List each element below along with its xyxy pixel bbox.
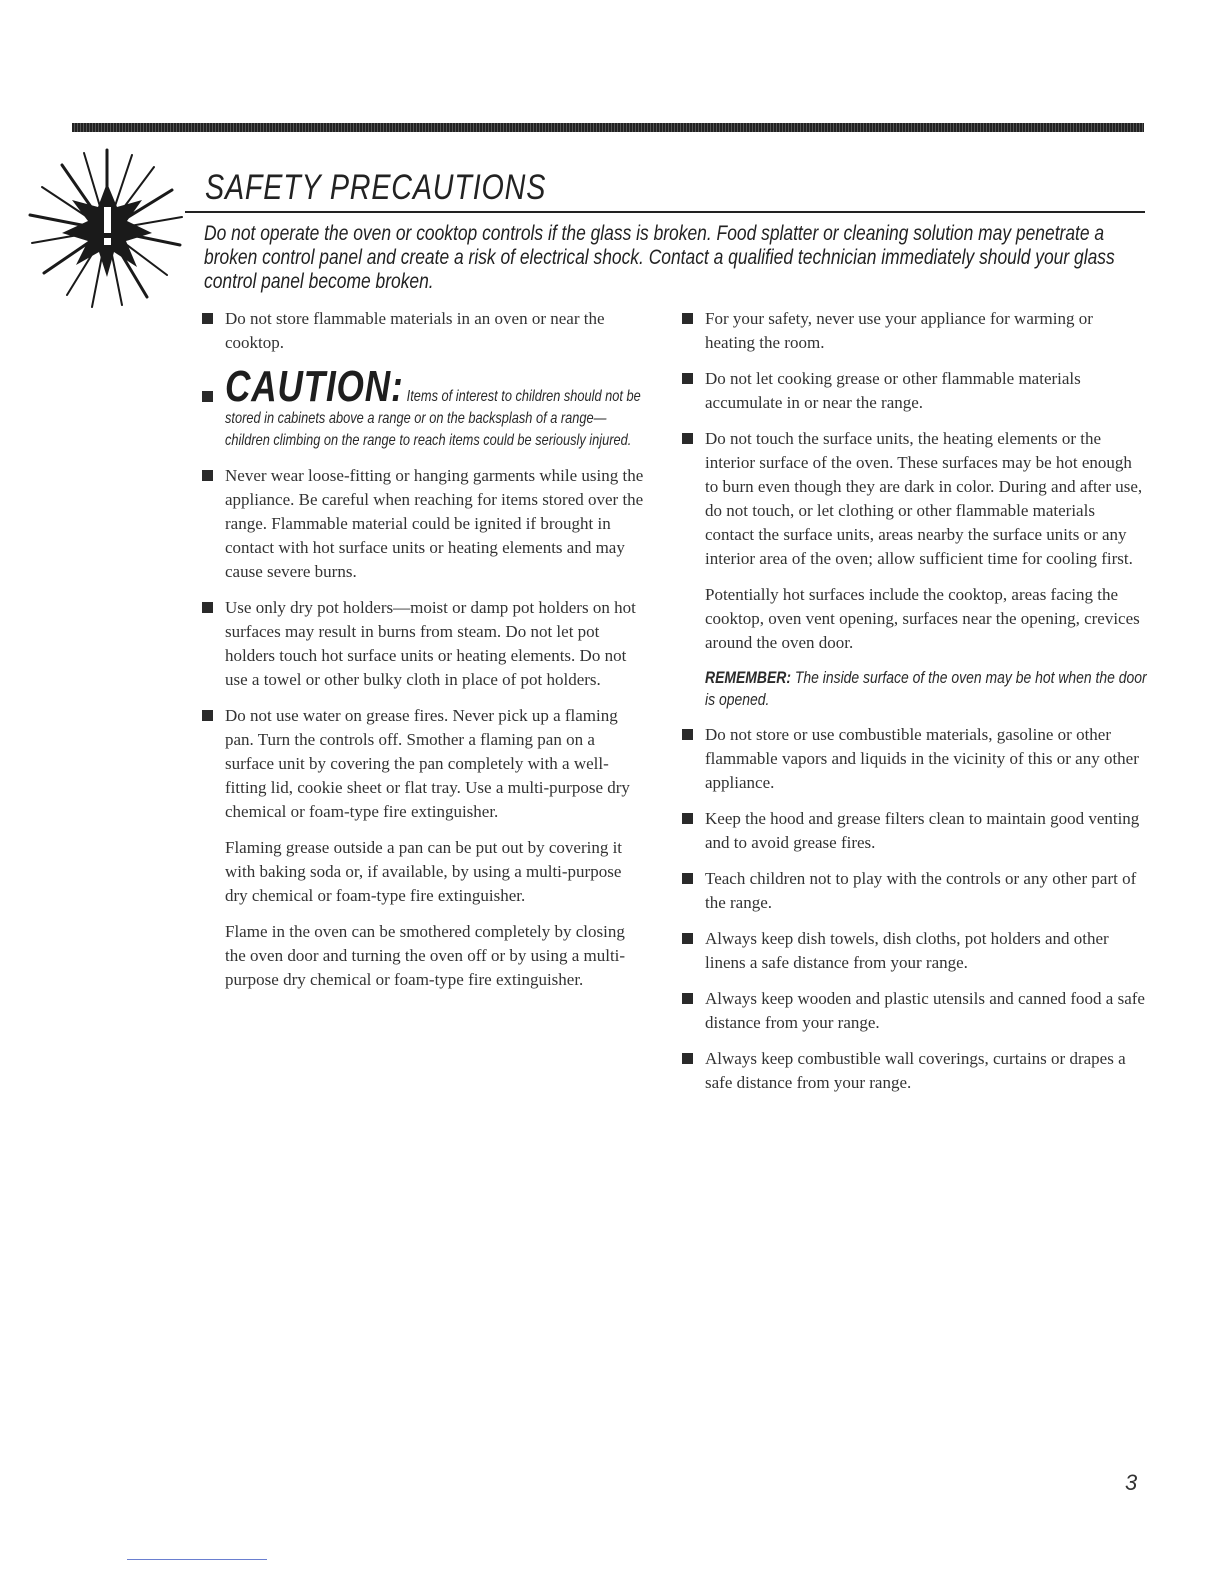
bullet-icon [682, 933, 693, 944]
item-text: Teach children not to play with the controls or any other part of the range. [705, 869, 1137, 912]
bullet-icon [682, 873, 693, 884]
item-text: Do not use water on grease fires. Never pick up a flaming pan. Turn the controls off. Smother a flaming pan on a surface unit by covering the pan completely with a well-fitting lid, cookie sheet or flat tray. Use a multi-purpose dry chemical or foam-type fire extinguisher. [225, 706, 630, 821]
list-item [680, 927, 1145, 975]
list-item [680, 1047, 1145, 1095]
list-item [680, 307, 1145, 355]
list-item [680, 807, 1145, 855]
item-text: Always keep combustible wall coverings, curtains or drapes a safe distance from your range. [705, 1049, 1126, 1092]
caution-block [200, 362, 648, 452]
bullet-icon [682, 373, 693, 384]
title-rule [185, 211, 1145, 213]
item-text: Do not store flammable materials in an oven or near the cooktop. [225, 309, 605, 352]
page-title: SAFETY PRECAUTIONS [205, 168, 547, 207]
list-item [200, 704, 648, 824]
bullet-icon [202, 710, 213, 721]
bullet-icon [682, 1053, 693, 1064]
page-number: 3 [1125, 1470, 1138, 1495]
bullet-icon [682, 993, 693, 1004]
warning-starburst-icon [22, 145, 192, 315]
left-column [200, 307, 648, 1004]
bullet-icon [682, 313, 693, 324]
paragraph: Flame in the oven can be smothered completely by closing the oven door and turning the oven off or by using a multi-purpose dry chemical or foam-type fire extinguisher. [225, 922, 626, 989]
caution-text: Items of interest to children should not be stored in cabinets above a range or on the backsplash of a range—children climbing on the range to reach items could be seriously injured. [225, 388, 641, 449]
item-text: Do not touch the surface units, the heating elements or the interior surface of the oven. These surfaces may be hot enough to burn even though they are dark in color. During and after use, do not touch, or let clothing or other flammable materials contact the surface units, areas nearby the surface units or any interior area of the oven; allow sufficient time for cooling first. [705, 429, 1143, 568]
item-text: Always keep wooden and plastic utensils and canned food a safe distance from your range. [705, 989, 1145, 1032]
bullet-icon [202, 470, 213, 481]
remember-text: The inside surface of the oven may be hot when the door is opened. [705, 668, 1147, 709]
glass-warning: Do not operate the oven or cooktop controls if the glass is broken. Food splatter or cleaning solution may penetrate a broken control panel and create a risk of electrical shock. Contact a qualified technician immediately should your glass control panel become broken. [204, 222, 1115, 293]
item-text: Do not store or use combustible materials, gasoline or other flammable vapors and liquids in the vicinity of this or any other appliance. [705, 725, 1139, 792]
item-text: For your safety, never use your appliance for warming or heating the room. [705, 309, 1093, 352]
footer-line [127, 1559, 267, 1560]
item-text: Always keep dish towels, dish cloths, pot holders and other linens a safe distance from your range. [705, 929, 1109, 972]
item-text: Use only dry pot holders—moist or damp pot holders on hot surfaces may result in burns from steam. Do not let pot holders touch hot surface units or heating elements. Do not use a towel or other bulky cloth in place of pot holders. [225, 598, 636, 689]
item-text: Do not let cooking grease or other flammable materials accumulate in or near the range. [705, 369, 1081, 412]
item-text: Keep the hood and grease filters clean to maintain good venting and to avoid grease fires. [705, 809, 1140, 852]
remember-label: REMEMBER: [705, 668, 791, 687]
list-item [680, 867, 1145, 915]
bullet-icon [202, 391, 213, 402]
list-item [680, 987, 1145, 1035]
top-rule [72, 123, 1144, 132]
list-item [200, 464, 648, 584]
list-item [680, 427, 1145, 571]
list-item [680, 367, 1145, 415]
bullet-icon [682, 729, 693, 740]
right-column [680, 307, 1145, 1107]
item-text: Never wear loose-fitting or hanging garments while using the appliance. Be careful when reaching for items stored over the range. Flammable material could be ignited if brought in contact with hot surface units or heating elements and may cause severe burns. [225, 466, 644, 581]
list-item [200, 596, 648, 692]
bullet-icon [682, 813, 693, 824]
remember-note [680, 667, 1145, 711]
bullet-icon [202, 602, 213, 613]
list-item [680, 723, 1145, 795]
paragraph: Flaming grease outside a pan can be put out by covering it with baking soda or, if available, by using a multi-purpose dry chemical or foam-type fire extinguisher. [225, 838, 623, 905]
caution-label: CAUTION: [225, 362, 404, 411]
bullet-icon [202, 313, 213, 324]
paragraph: Potentially hot surfaces include the cooktop, areas facing the cooktop, oven vent opening, surfaces near the opening, crevices around the oven door. [705, 585, 1140, 652]
bullet-icon [682, 433, 693, 444]
list-item [200, 307, 648, 355]
